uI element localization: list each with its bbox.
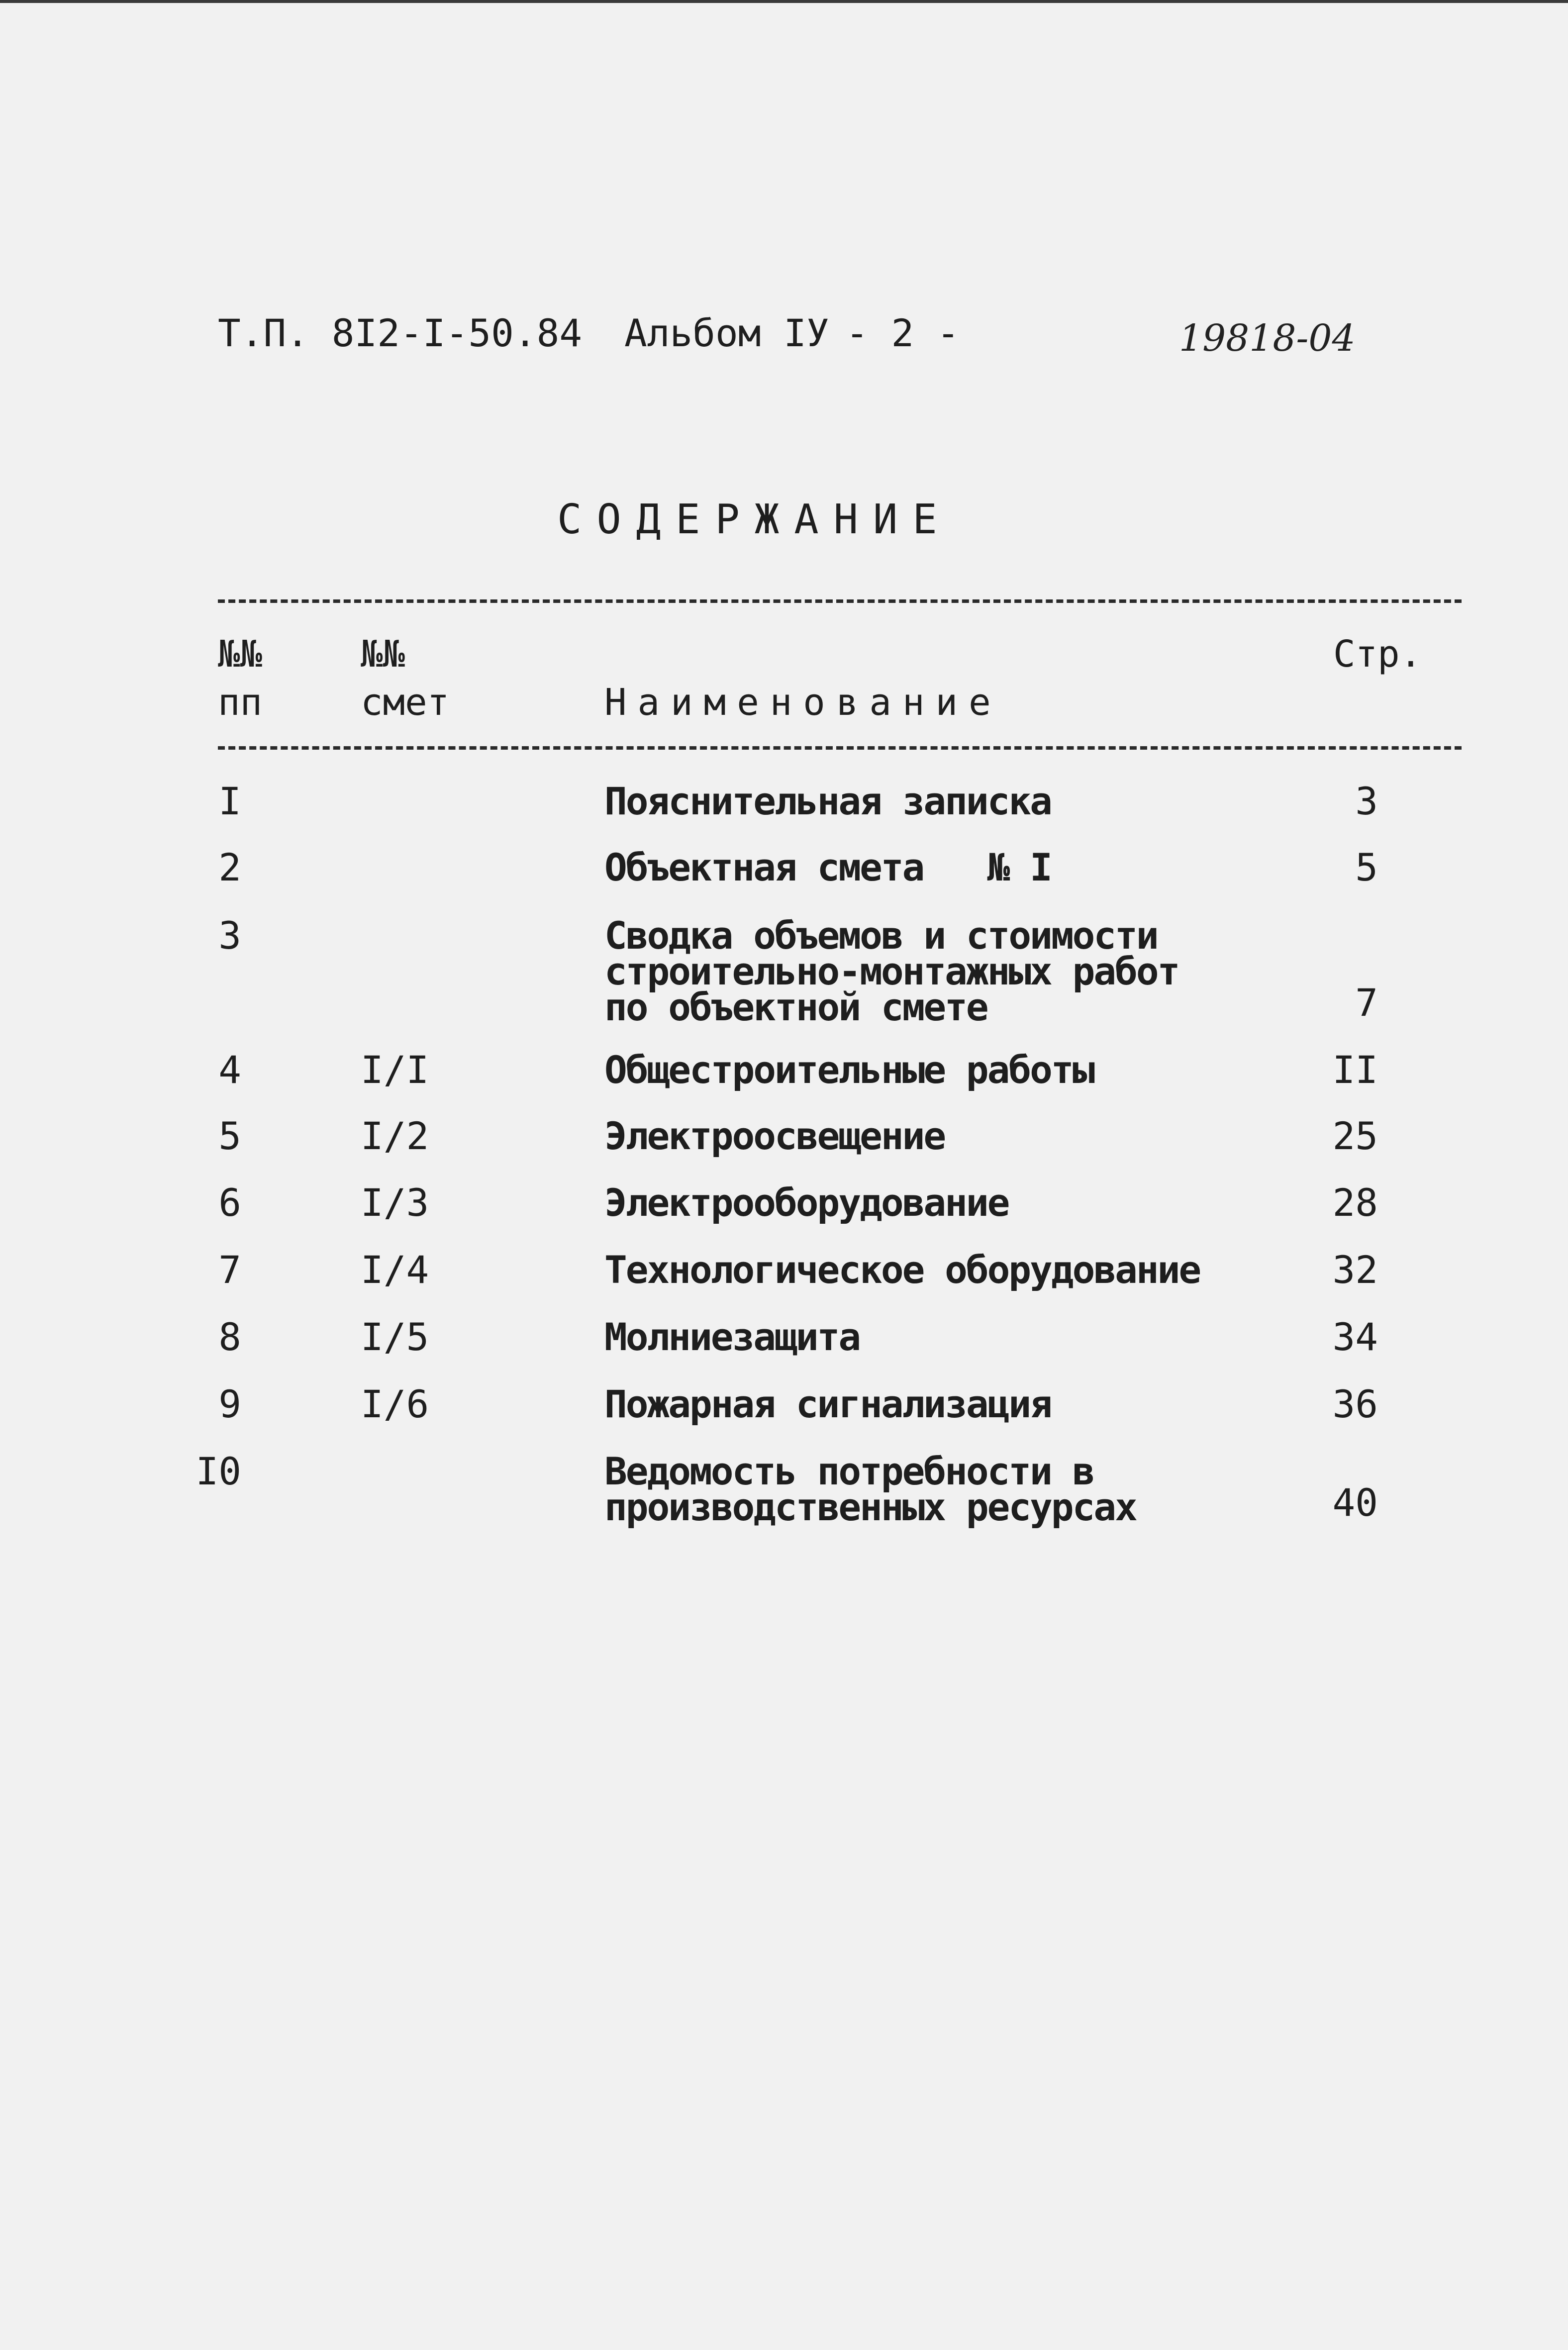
row-1-name: Пояснительная записка [604,779,1051,823]
row-4-page: II [1332,1048,1378,1092]
row-7-pp: 7 [218,1248,241,1292]
row-8-pp: 8 [218,1315,241,1359]
row-4-smeta: I/I [361,1048,429,1092]
row-10-name: Ведомость потребности в производственных ресурсах [604,1449,1136,1529]
row-10-pp: I0 [196,1449,241,1493]
row-10-page: 40 [1332,1480,1378,1525]
row-6-smeta: I/3 [361,1180,429,1225]
col-smet-line1: №№ [361,633,405,676]
row-5-name: Электроосвещение [604,1114,945,1158]
row-1-page: 3 [1355,779,1378,823]
row-9-page: 36 [1332,1382,1378,1426]
handwritten-code: 19818-04 [1179,317,1356,360]
table-header-rule [218,746,1462,750]
row-3-name: Сводка объемов и стоимости строительно-монтажных работ по объектной смете [604,913,1179,1029]
row-6-page: 28 [1332,1180,1378,1225]
row-6-pp: 6 [218,1180,241,1225]
row-6-name: Электрооборудование [604,1180,1009,1225]
col-smet-line2: смет [361,681,450,724]
row-7-smeta: I/4 [361,1248,429,1292]
top-edge-rule [0,0,1568,3]
page-title: СОДЕРЖАНИЕ [557,496,952,543]
row-1-pp: I [218,779,241,823]
row-4-pp: 4 [218,1048,241,1092]
row-5-pp: 5 [218,1114,241,1158]
row-2-pp: 2 [218,845,241,889]
doc-code: Т.П. 8I2-I-50.84 [218,311,583,355]
col-pp-line2: пп [218,681,263,724]
row-7-page: 32 [1332,1248,1378,1292]
row-5-page: 25 [1332,1114,1378,1158]
page-number: - 2 - [846,311,960,355]
row-3-pp: 3 [218,913,241,958]
row-8-page: 34 [1332,1315,1378,1359]
album-label: Альбом IУ [624,311,829,355]
row-2-page: 5 [1355,845,1378,889]
row-4-name: Общестроительные работы [604,1048,1094,1092]
row-8-smeta: I/5 [361,1315,429,1359]
row-9-smeta: I/6 [361,1382,429,1426]
row-9-name: Пожарная сигнализация [604,1382,1051,1426]
row-3-page: 7 [1355,980,1378,1025]
table-top-rule [218,599,1462,603]
row-2-name: Объектная смета № I [604,845,1051,889]
col-pp-line1: №№ [218,633,263,676]
row-7-name: Технологическое оборудование [604,1248,1200,1292]
row-8-name: Молниезащита [604,1315,860,1359]
row-9-pp: 9 [218,1382,241,1426]
col-name: Наименование [604,681,1002,724]
row-5-smeta: I/2 [361,1114,429,1158]
col-page: Стр. [1333,633,1422,676]
